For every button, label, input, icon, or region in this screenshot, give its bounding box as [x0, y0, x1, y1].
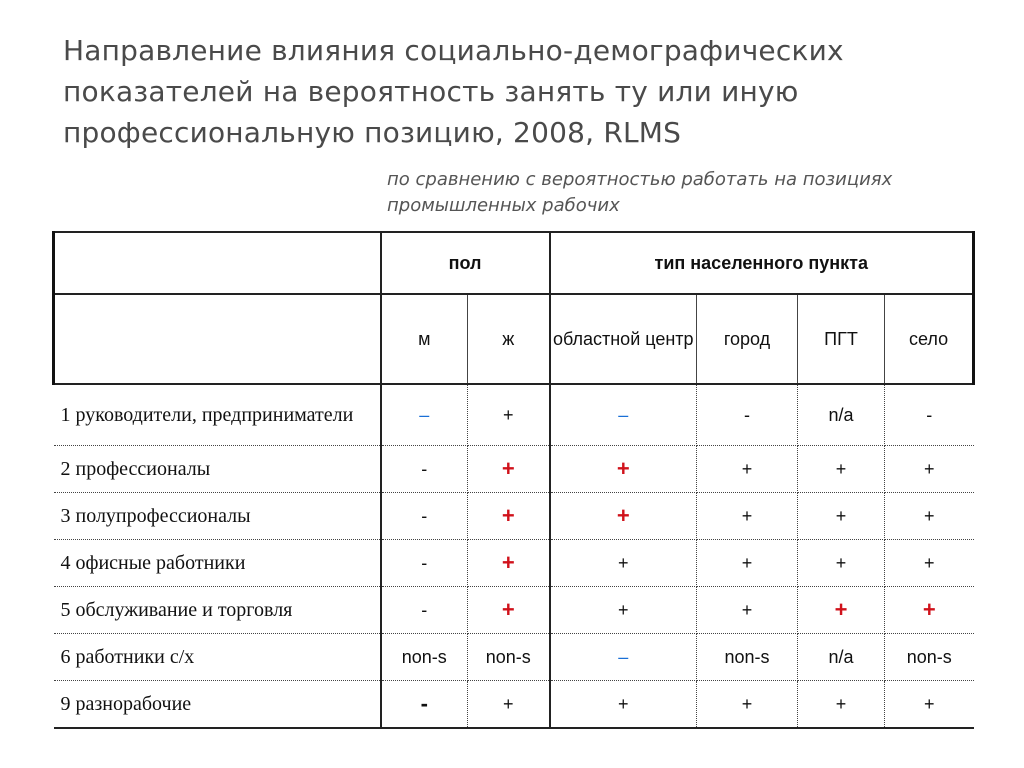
table-cell: [885, 681, 974, 729]
cell-value: –: [419, 404, 430, 425]
cell-value: -: [420, 691, 428, 716]
cell-value: -: [421, 552, 428, 573]
cell-value: +: [501, 503, 515, 528]
page-title: Направление влияния социально-демографических показателей на вероятность занять ту или иную профессиональную позицию, 2008, RLMS: [63, 34, 844, 149]
cell-value: -: [421, 505, 428, 526]
cell-value: +: [835, 552, 847, 573]
cell-value: +: [503, 404, 514, 425]
table-cell: [798, 493, 885, 540]
cell-value: +: [835, 458, 847, 479]
row-label: 4 офисные работники: [54, 540, 381, 587]
results-table: [52, 231, 975, 729]
table-cell: [697, 446, 798, 493]
table-cell: [468, 634, 550, 681]
cell-value: -: [421, 599, 428, 620]
table-cell: [885, 446, 974, 493]
sub-header-female: ж: [468, 294, 550, 384]
table-cell: [550, 384, 697, 446]
table-cell: [798, 540, 885, 587]
table-cell: [697, 681, 798, 729]
cell-value: +: [618, 693, 629, 714]
table-cell: [381, 540, 468, 587]
table-cell: [468, 446, 550, 493]
cell-value: +: [741, 599, 753, 620]
table-cell: [550, 681, 697, 729]
sub-header-male: м: [381, 294, 468, 384]
cell-value: non-s: [401, 646, 447, 667]
table-row: [54, 384, 974, 446]
table-cell: [885, 384, 974, 446]
cell-value: +: [922, 597, 936, 622]
cell-value: +: [741, 458, 753, 479]
cell-value: –: [618, 646, 629, 667]
table-cell: [468, 493, 550, 540]
table-cell: [885, 493, 974, 540]
row-label: 1 руководители, предприниматели: [54, 384, 381, 446]
sub-header-urban-settlement: ПГТ: [798, 294, 885, 384]
table-cell: [468, 587, 550, 634]
cell-value: +: [741, 693, 753, 714]
table-cell: [381, 634, 468, 681]
cell-value: +: [924, 693, 935, 714]
table-cell: [550, 540, 697, 587]
table-cell: [697, 540, 798, 587]
cell-value: +: [835, 505, 847, 526]
table-row: [54, 634, 974, 681]
cell-value: +: [616, 456, 630, 481]
sub-header-city: город: [697, 294, 798, 384]
cell-value: non-s: [906, 646, 952, 667]
table-row: [54, 587, 974, 634]
table-cell: [381, 384, 468, 446]
cell-value: n/a: [828, 404, 854, 425]
corner-cell: [54, 232, 381, 294]
table-cell: [798, 634, 885, 681]
cell-value: +: [501, 597, 515, 622]
group-header-settlement: тип населенного пункта: [550, 232, 974, 294]
table-cell: [697, 384, 798, 446]
group-header-sex: пол: [381, 232, 550, 294]
cell-value: n/a: [828, 646, 854, 667]
table-cell: [468, 540, 550, 587]
table-row: [54, 540, 974, 587]
corner-cell: [54, 294, 381, 384]
row-label: 5 обслуживание и торговля: [54, 587, 381, 634]
cell-value: -: [744, 404, 751, 425]
table-cell: [697, 634, 798, 681]
table-cell: [550, 634, 697, 681]
cell-value: non-s: [724, 646, 770, 667]
page-subtitle: по сравнению с вероятностью работать на позициях промышленных рабочих: [387, 169, 893, 216]
table-cell: [798, 384, 885, 446]
cell-value: +: [616, 503, 630, 528]
table-cell: [798, 587, 885, 634]
cell-value: +: [501, 550, 515, 575]
cell-value: +: [924, 505, 935, 526]
table-cell: [697, 587, 798, 634]
cell-value: +: [741, 505, 753, 526]
row-label: 9 разнорабочие: [54, 681, 381, 729]
cell-value: +: [924, 458, 935, 479]
table-cell: [381, 587, 468, 634]
cell-value: +: [741, 552, 753, 573]
cell-value: –: [618, 404, 629, 425]
cell-value: +: [618, 552, 629, 573]
table-cell: [550, 493, 697, 540]
table-cell: [381, 446, 468, 493]
cell-value: non-s: [485, 646, 531, 667]
group-header-row: [54, 232, 974, 294]
cell-value: +: [834, 597, 848, 622]
table-cell: [468, 681, 550, 729]
cell-value: +: [503, 693, 514, 714]
table-cell: [697, 493, 798, 540]
sub-header-row: [54, 294, 974, 384]
table-cell: [885, 587, 974, 634]
table-row: [54, 446, 974, 493]
sub-header-regional-center: областной центр: [550, 294, 697, 384]
table-row: [54, 493, 974, 540]
table-cell: [798, 446, 885, 493]
cell-value: +: [618, 599, 629, 620]
table-cell: [381, 681, 468, 729]
row-label: 3 полупрофессионалы: [54, 493, 381, 540]
cell-value: +: [924, 552, 935, 573]
cell-value: +: [501, 456, 515, 481]
table-cell: [798, 681, 885, 729]
table-cell: [381, 493, 468, 540]
cell-value: -: [421, 458, 428, 479]
table-cell: [885, 540, 974, 587]
table-cell: [885, 634, 974, 681]
table-row: [54, 681, 974, 729]
row-label: 2 профессионалы: [54, 446, 381, 493]
table-cell: [550, 587, 697, 634]
row-label: 6 работники с/х: [54, 634, 381, 681]
cell-value: +: [835, 693, 847, 714]
sub-header-village: село: [885, 294, 974, 384]
cell-value: -: [926, 404, 933, 425]
table-cell: [468, 384, 550, 446]
table-cell: [550, 446, 697, 493]
